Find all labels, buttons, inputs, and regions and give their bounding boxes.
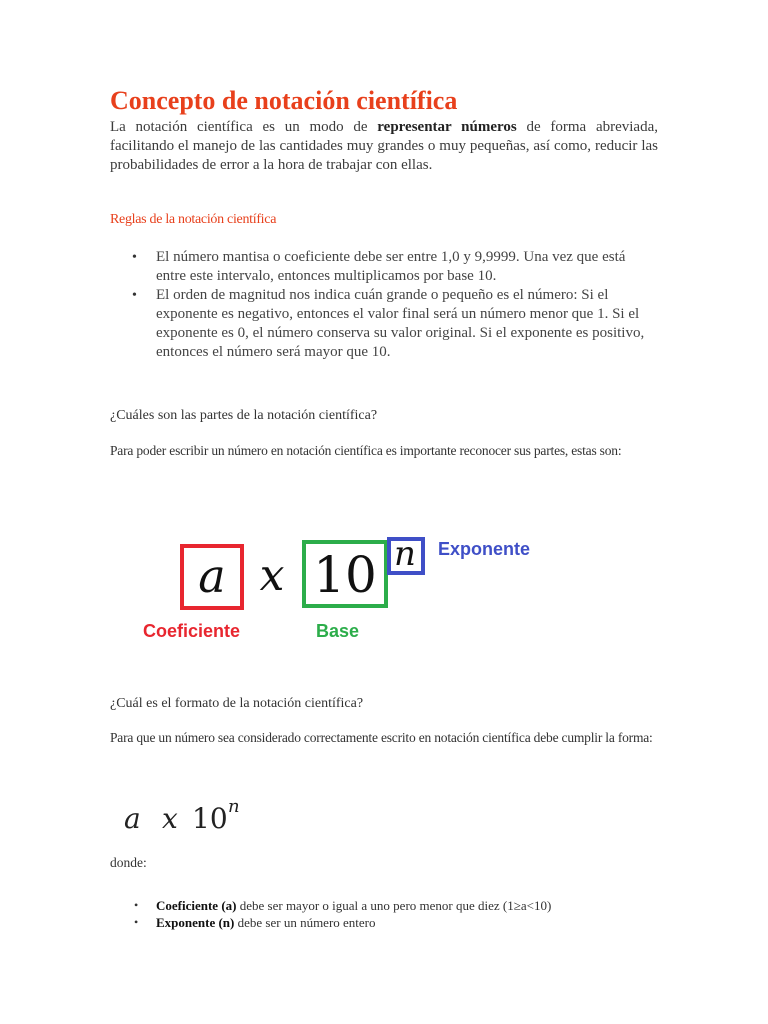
- coefficient-symbol: a: [198, 549, 226, 603]
- intro-bold-phrase: representar números: [377, 119, 517, 135]
- intro-text-before: La notación científica es un modo de: [110, 119, 378, 135]
- base-label: Base: [316, 621, 360, 641]
- format-question: ¿Cuál es el formato de la notación científica?: [110, 696, 364, 711]
- formula-exponent: n: [228, 796, 240, 817]
- formula-x: x: [162, 802, 178, 835]
- definition-text: debe ser un número entero: [234, 915, 376, 930]
- format-paragraph: Para que un número sea considerado correctamente escrito en notación científica debe cumplir la forma:: [110, 730, 653, 745]
- donde-text: donde:: [110, 855, 147, 870]
- definitions-list: [134, 897, 654, 931]
- scientific-notation-diagram: [0, 520, 768, 660]
- definition-text: debe ser mayor o igual a uno pero menor que diez (1≥a<10): [236, 898, 552, 913]
- rules-list: [132, 248, 652, 362]
- coefficient-label: Coeficiente: [143, 621, 241, 641]
- base-symbol: 10: [313, 546, 377, 604]
- formula-image: [118, 790, 278, 840]
- definition-term: Coeficiente (a): [156, 898, 237, 913]
- formula-base: 10: [192, 802, 228, 835]
- rules-heading: Reglas de la notación científica: [110, 212, 277, 227]
- exponent-label: Exponente: [438, 539, 531, 559]
- parts-question: ¿Cuáles son las partes de la notación científica?: [110, 408, 378, 423]
- exponent-symbol: n: [394, 534, 416, 574]
- formula-a: a: [124, 802, 141, 835]
- times-symbol: x: [259, 550, 285, 601]
- intro-text-after: de forma abreviada, facilitando el manejo de las cantidades muy grandes o muy pequeñas, así como, reducir las probabilidades de error a la hora de trabajar con ellas.: [110, 119, 658, 173]
- rule-item: • El número mantisa o coeficiente debe ser entre 1,0 y 9,9999. Una vez que está entre este intervalo, entonces multiplicamos por base 10.: [132, 248, 652, 286]
- intro-paragraph: [110, 118, 658, 175]
- parts-paragraph: Para poder escribir un número en notación científica es importante reconocer sus partes, estas son:: [110, 443, 622, 458]
- rule-item: • El orden de magnitud nos indica cuán grande o pequeño es el número: Si el exponente es negativo, entonces el valor final será un número menor que 1. Si el exponente es 0, el número conserva su valor original. Si el exponente es positivo, entonces el número será mayor que 10.: [132, 286, 652, 362]
- definition-item: [134, 897, 654, 914]
- definition-term: Exponente (n): [156, 915, 235, 930]
- definition-item: [134, 914, 654, 931]
- page-title: Concepto de notación científica: [110, 86, 458, 115]
